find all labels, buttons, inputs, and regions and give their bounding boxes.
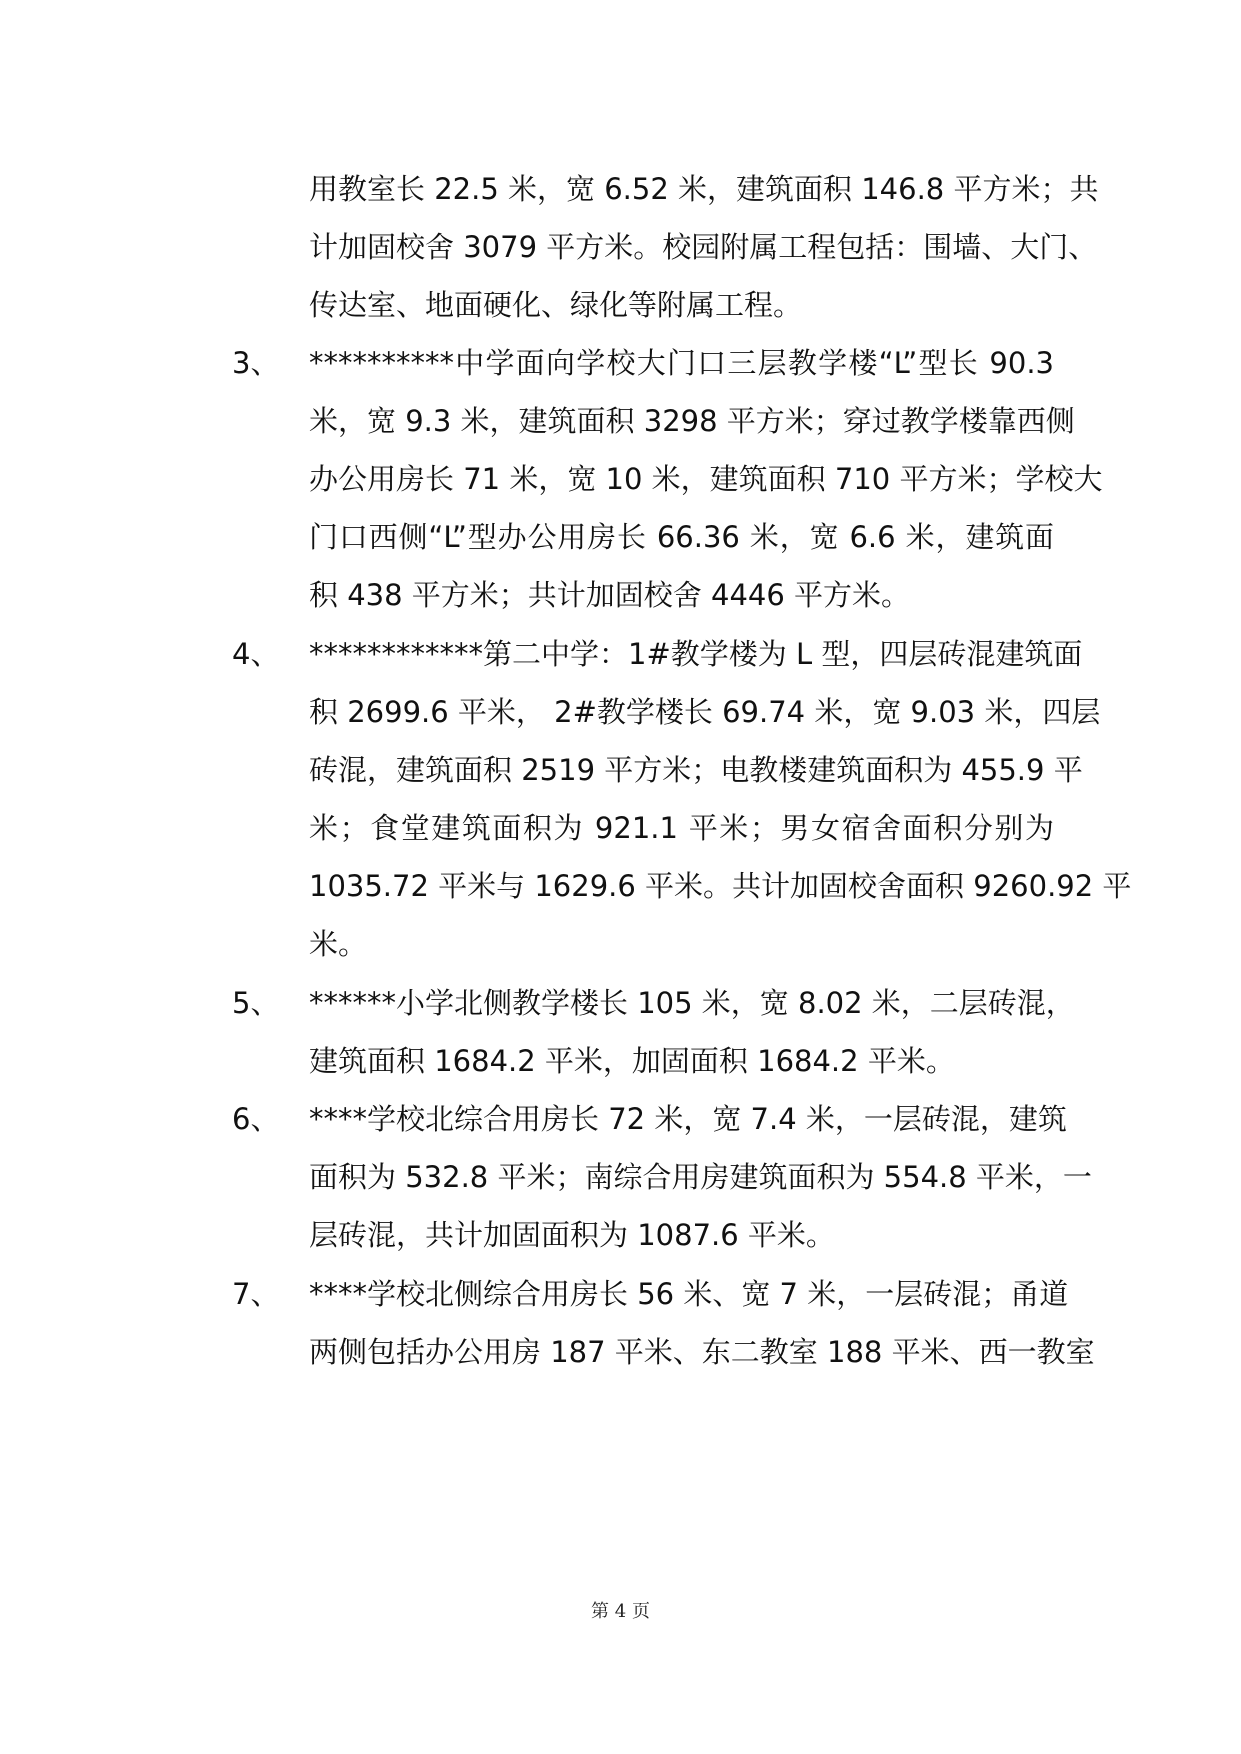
item-line: 两侧包括办公用房 187 平米、东二教室 188 平米、西一教室 <box>309 1335 1095 1369</box>
item-line: 门口西侧“L”型办公用房长 66.36 米，宽 6.6 米，建筑面 <box>309 520 1054 554</box>
item-number: 7、 <box>232 1277 280 1311</box>
item-line: ****学校北侧综合用房长 56 米、宽 7 米，一层砖混；甬道 <box>309 1277 1069 1311</box>
item-line: ****学校北综合用房长 72 米，宽 7.4 米，一层砖混，建筑 <box>309 1102 1067 1136</box>
item-line: 米。 <box>309 927 368 961</box>
item-number: 3、 <box>232 346 280 380</box>
item-line: 积 438 平方米；共计加固校舍 4446 平方米。 <box>309 578 911 612</box>
item-number: 6、 <box>232 1102 280 1136</box>
item-line: ************第二中学：1#教学楼为 L 型，四层砖混建筑面 <box>309 637 1083 671</box>
item-number: 4、 <box>232 637 280 671</box>
page-number-footer: 第 4 页 <box>591 1601 650 1622</box>
item-line: 面积为 532.8 平米；南综合用房建筑面积为 554.8 平米，一 <box>309 1160 1092 1194</box>
item-line: ******小学北侧教学楼长 105 米，宽 8.02 米，二层砖混， <box>309 986 1075 1020</box>
item-number: 5、 <box>232 986 280 1020</box>
item-line: 积 2699.6 平米， 2#教学楼长 69.74 米，宽 9.03 米，四层 <box>309 695 1101 729</box>
item-line: **********中学面向学校大门口三层教学楼“L”型长 90.3 <box>309 346 1054 380</box>
item-line: 层砖混，共计加固面积为 1087.6 平米。 <box>309 1218 835 1252</box>
item-line: 办公用房长 71 米，宽 10 米，建筑面积 710 平方米；学校大 <box>309 462 1103 496</box>
item-line: 建筑面积 1684.2 平米，加固面积 1684.2 平米。 <box>309 1044 955 1078</box>
paragraph-line: 传达室、地面硬化、绿化等附属工程。 <box>309 288 803 322</box>
item-line: 米；食堂建筑面积为 921.1 平米；男女宿舍面积分别为 <box>309 811 1054 845</box>
item-line: 砖混，建筑面积 2519 平方米；电教楼建筑面积为 455.9 平 <box>309 753 1083 787</box>
item-line: 米，宽 9.3 米，建筑面积 3298 平方米；穿过教学楼靠西侧 <box>309 404 1075 438</box>
paragraph-line: 计加固校舍 3079 平方米。校园附属工程包括：围墙、大门、 <box>309 230 1098 264</box>
item-line: 1035.72 平米与 1629.6 平米。共计加固校舍面积 9260.92 平 <box>309 869 1132 903</box>
paragraph-line: 用教室长 22.5 米，宽 6.52 米，建筑面积 146.8 平方米；共 <box>309 172 1099 206</box>
